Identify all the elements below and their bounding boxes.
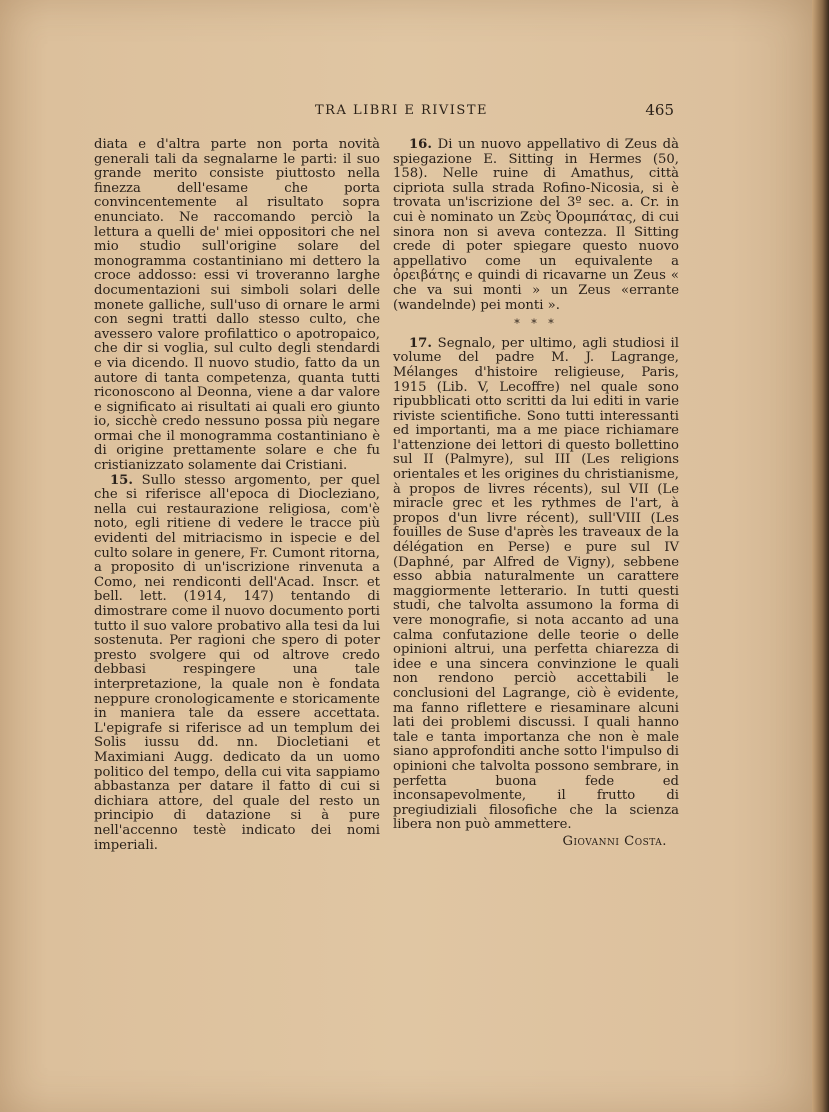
paragraph-text: Di un nuovo appellativo di Zeus dà spiegazione E. Sitting in Hermes (50, 158). Nelle ruine di Amathus, città cipriota sulla strada Rofino-Nicosia, si è trovata un'iscrizione del 3º sec. a. Cr. in cui è nominato un Ζεὺς Ὀρομπάτας, di cui sinora non si aveva contezza. Il Sitting crede di poter spiegare questo nuovo appellativo come un equivalente a ὀρειβάτης e quindi di ricavarne un Zeus « che va sui monti » un Zeus «errante (wandelnde) pei monti ». [393, 137, 679, 313]
paragraph-text: Sullo stesso argomento, per quel che si riferisce all'epoca di Diocleziano, nella cui restaurazione religiosa, com'è noto, egli ritiene di vedere le tracce più evidenti del mitriacismo in ispecie e del culto solare in genere, Fr. Cumont ritorna, a proposito di un'iscrizione rinvenuta a Como, nei rendiconti dell'Acad. Inscr. et bell. lett. (1914, 147) tentando di dimostrare come il nuovo documento porti tutto il suo valore probativo alla tesi da lui sostenuta. Per ragioni che spero di poter presto svolgere qui od altrove credo debbasi respingere una tale interpretazione, la quale non è fondata neppure cronologicamente e storicamente in maniera tale da essere accettata. L'epigrafe si riferisce ad un templum dei Solis iussu dd. nn. Diocletiani et Maximiani Augg. dedicato da un uomo politico del tempo, della cui vita sappiamo abbastanza per datare il fatto di cui si dichiara attore, del quale del resto un principio di datazione si à pure nell'accenno testè indicato dei nomi imperiali. [94, 472, 380, 853]
section-separator: * * * [514, 317, 558, 331]
paragraph-17 [393, 337, 679, 833]
paragraph-16 [393, 138, 679, 313]
paragraph-text: Segnalo, per ultimo, agli studiosi il volume del padre M. J. Lagrange, Mélanges d'histoire religieuse, Paris, 1915 (Lib. V, Lecoffre) nel quale sono ripubblicati otto scritti da lui editi in varie riviste scientifiche. Sono tutti interessanti ed importanti, ma a me piace richiamare l'attenzione dei lettori di questo bollettino sul II (Palmyre), sul III (Les religions orientales et les origines du christianisme, à propos de livres récents), sul VII (Le miracle grec et les rythmes de l'art, à propos d'un livre récent), sull'VIII (Les fouilles de Suse d'après les traveaux de la délégation en Perse) e pure sul IV (Daphné, par Alfred de Vigny), sebbene esso abbia naturalmente un carattere maggiormente letterario. In tutti questi studi, che talvolta assumono la forma di vere monografie, si nota accanto ad una calma confutazione delle teorie o delle opinioni altrui, una perfetta chiarezza di idee e una sincera convinzione le quali non rendono perciò accettabili le conclusioni del Lagrange, ciò è evidente, ma fanno riflettere e riesaminare alcuni lati dei problemi discussi. I quali hanno tale e tanta importanza che non è male siano approfonditi anche sotto l'impulso di opinioni che talvolta possono sembrare, in perfetta buona fede ed inconsapevolmente, il frutto di pregiudiziali filosofiche che la scienza libera non può ammettere. [393, 335, 679, 833]
running-header [86, 101, 674, 121]
page-number: 465 [645, 101, 674, 119]
right-column [393, 138, 679, 850]
paragraph-15 [94, 474, 380, 853]
paragraph-number: 15. [110, 472, 133, 488]
running-title: TRA LIBRI E RIVISTE [315, 103, 488, 118]
page-edge [812, 0, 829, 1112]
left-column [94, 138, 380, 853]
paragraph-continued: diata e d'altra parte non porta novità generali tali da segnalarne le parti: il suo grande merito consiste piuttosto nella finezza dell'esame che porta convincentemente al risultato sopra enunciato. Ne raccomando perciò la lettura a quelli de' miei oppositori che nel mio studio sull'origine solare del monogramma costantiniano mi dettero la croce addosso: essi vi troveranno larghe documentazioni sui simboli solari delle monete galliche, sull'uso di ornare le armi con segni tratti dallo stesso culto, che avessero valore profilattico o apotropaico, che dir si voglia, sul culto degli stendardi e via dicendo. Il nuovo studio, fatto da un autore di tanta competenza, quanta tutti riconoscono al Deonna, viene a dar valore e significato ai risultati ai quali ero giunto io, sicchè credo nessuno possa più negare ormai che il monogramma costantiniano è di origine prettamente solare e che fu cristianizzato solamente dai Cristiani. [94, 137, 380, 474]
paragraph-number: 17. [409, 335, 432, 351]
paragraph-number: 16. [409, 137, 432, 152]
author-signature: Giovanni Costa. [562, 833, 667, 849]
